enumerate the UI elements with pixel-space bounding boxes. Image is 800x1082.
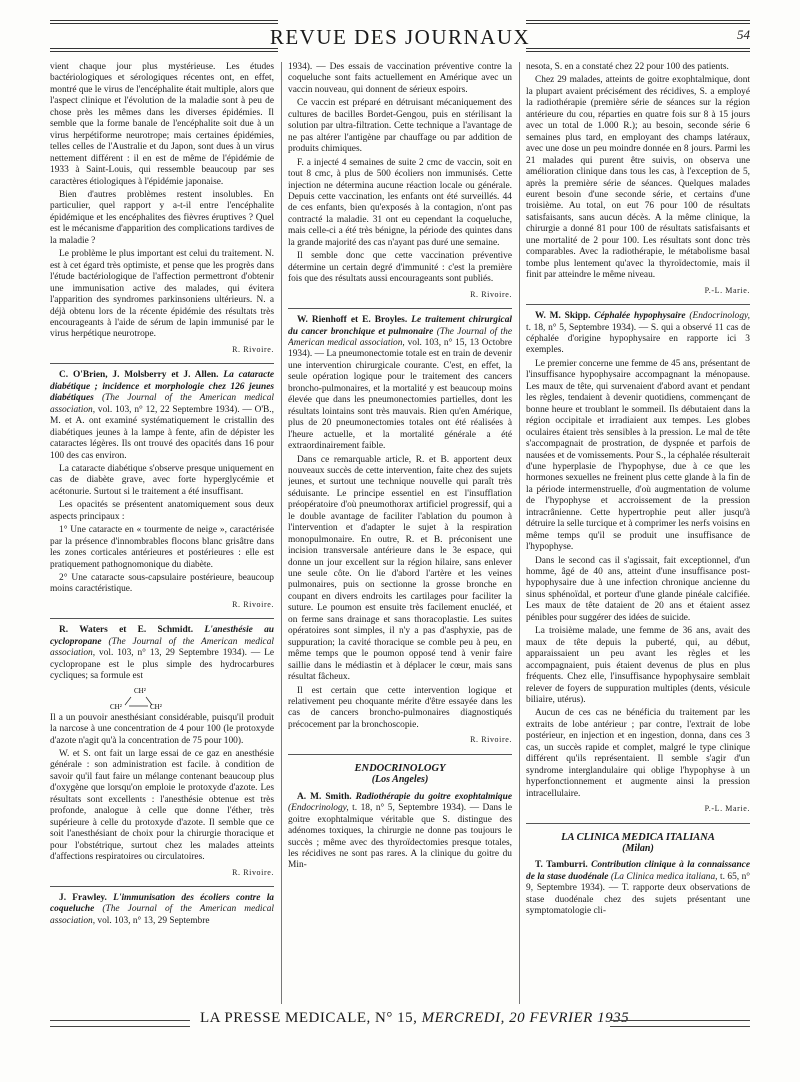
article-title: Radiothérapie du goitre exophtalmique <box>355 791 512 802</box>
article-heading <box>288 315 512 452</box>
section-subheading: (Los Angeles) <box>371 774 429 786</box>
paragraph: Il semble donc que cette vaccination préventive détermine un certain degré d'immunité : c'est la première fois que des résultats aussi encourageants sont publiés. <box>288 251 512 285</box>
page-number: 54 <box>737 27 750 42</box>
article-divider <box>50 363 274 364</box>
section-heading: ENDOCRINOLOGY <box>354 762 446 774</box>
paragraph: Le problème le plus important est celui du traitement. N. est à cet égard très optimiste, et pense que les progrès dans l'étude bactériologique de l'affection permettront d'obtenir une immunisation active des malades, qui évitera l'apparition des syndromes parkinsoniens ultérieurs. N. a déjà obtenu lors de la récente épidémie des résultats très encourageants à l'aide de sérum de lapin immunisé par le virus herpétique neurotrope. <box>50 249 274 340</box>
author-signature: R. Rivoire. <box>232 344 274 354</box>
article-authors: W. Rienhoff et E. Broyles. <box>297 315 408 326</box>
article-heading <box>526 860 750 917</box>
column-divider <box>519 62 520 1004</box>
article-journal: (La Clinica medica italiana, <box>610 871 718 882</box>
paragraph: Le premier concerne une femme de 45 ans, présentant de l'insuffisance hypophysaire accompagnant la ménopause. Les maux de tête, qui survenaient d'abord avant et pendant les règles, tendaient à devenir quotidiens, commençant de bonne heure et troublant le sommeil. Ils débutaient dans la région occipitale et irradiaient aux tempes. Les globes oculaires étaient très sensibles à la pression. Le mal de tête s'accompagnait de prostration, de dyspnée et parfois de nausées et de vomissements. Pour S., la céphalée résulterait d'une hyperplasie de l'hypophyse, due à ce que les hormones sexuelles ne freinent plus cette glande à la fin de la période intermenstruelle, d'où augmentation de volume de l'hypophyse et accroissement de la pression intracrânienne. Cette hypertrophie peut aller jusqu'à détruire la selle turcique et à comprimer les nerfs voisins en même temps qu'il se produit une insuffisance de l'hypophyse. <box>526 358 750 553</box>
column-3 <box>526 62 750 1004</box>
article-reference: vol. 103, n° 13, 29 Septembre <box>97 915 210 926</box>
article-title: Contribution clinique à la connaissance de la stase duodénale <box>526 860 750 882</box>
paragraph: La troisième malade, une femme de 36 ans, avait des maux de tête depuis la puberté, qui, au début, apparaissaient un peu avant les règles et les accompagnaient, puis étaient devenus de plus en plus fréquents. Chez elle, l'insuffisance hypophysaire semblait relever de foyers de suppuration multiples (dents, vésicule biliaire, utérus). <box>526 626 750 706</box>
article-heading <box>288 792 512 872</box>
paragraph: W. et S. ont fait un large essai de ce gaz en anesthésie générale : son administration est facile. à condition de savoir qu'il faut faire un mélange contenant beaucoup plus d'oxygène que lorsqu'on emploie le protoxyde d'azote. Les résultats sont excellents : l'anesthésie obtenue est très profonde, analogue à celle que donne l'éther, très supérieure à celle du protoxyde d'azote. Il semble que ce soit l'anesthésiant de choix pour la chirurgie thoracique et pour l'obstétrique, surtout chez les malades atteints d'affections respiratoires ou circulatoires. <box>50 749 274 863</box>
paragraph: Bien d'autres problèmes restent insolubles. En particulier, quel rapport y a-t-il entre l'encéphalite épidémique et les encéphalites des fièvres éruptives ? Quel est le mécanisme d'apparition des complications tardives de la maladie ? <box>50 189 274 246</box>
article-title: Le traitement chirurgical du cancer bronchique et pulmonaire <box>288 315 512 337</box>
paragraph: 1934). — Des essais de vaccination préventive contre la coqueluche sont faits actuellement en Amérique avec un vaccin nouveau, qui donnent de sérieux espoirs. <box>288 62 512 95</box>
paragraph: Chez 29 malades, atteints de goitre exophtalmique, dont la plupart avaient précisément des récidives, S. a employé la radiothérapie (première série de séances sur la région antérieure du cou, réparties en quatre fois sur 8 à 15 jours avec un total de 1.000 R.); au besoin, seconde série 6 semaines plus tard, en employant des champs latéraux, avec une dose un peu moindre donnée en 8 jours. Parmi les 21 malades qui purent être suivis, on observa une amélioration clinique dans tous les cas, à l'exception de 5, après la première série de séances. Quelques malades eurent besoin d'une seconde série, et certains d'une troisième. Au total, on eut 76 pour 100 de résultats satisfaisants, sans aucun décès. A la même clinique, la chirurgie a donné 81 pour 100 de résultats satisfaisants et une mortalité de 2 pour 100. Les résultats sont donc très comparables. Avec la radiothérapie, le métabolisme basal tombe plus lentement qu'avec la thyroïdectomie, mais il finit par atteindre le même niveau. <box>526 75 750 281</box>
footer-rule <box>50 1020 190 1027</box>
article-journal: (Endocrinology, <box>288 803 349 814</box>
author-signature: P.-L. Marie. <box>704 285 750 295</box>
footer-day: MERCREDI, <box>421 1010 505 1026</box>
paragraph: Il est certain que cette intervention logique et relativement peu choquante mérite d'être essayée dans les cas de cancers broncho-pulmonaires diagnostiqués précocement par la bronchoscopie. <box>288 685 512 730</box>
author-signature: R. Rivoire. <box>470 735 512 745</box>
article-heading <box>50 893 274 927</box>
article-journal: (The Journal of the American medical association, <box>288 326 512 348</box>
article-heading <box>50 625 274 682</box>
paragraph: 1° Une cataracte en « tourmente de neige », caractérisée par la présence d'innombrables flocons blanc grisâtre dans les zones corticales antérieures et postérieures : elle est pratiquement pathognomonique du diabète. <box>50 525 274 570</box>
paragraph: Aucun de ces cas ne bénéficia du traitement par les extraits de lobe antérieur ; par contre, l'extrait de lobe postérieur, en injection et en ingestion, donna, dans ces 3 cas, un succès rapide et complet, malgré le type clinique différent qu'ils représentaient. Il semble s'agir d'un syndrome interglandulaire qui oblige l'hypophyse à un hyperfonctionnement et augmente ainsi la pression intracellulaire. <box>526 708 750 799</box>
column-divider <box>281 62 282 1004</box>
page-title: REVUE DES JOURNAUX <box>269 25 531 49</box>
paragraph: vient chaque jour plus mystérieuse. Les études bactériologiques et sérologiques récentes ont, en effet, montré que le virus de l'encéphalite était multiple, alors que l'aspect clinique et l'évolution de la maladie sont à peu de chose près les mêmes dans les diverses épidémies. Il semble que la forme banale de l'encéphalite soit due à un virus herpétiforme neurotrope; mais certaines épidémies, telles celles de l'Australie et du Japon, sont dues à un virus nettement différent : il en est de même de l'épidémie de 1933 à Saint-Louis, qui ressemble beaucoup par ses caractères étiologiques à l'épidémie japonaise. <box>50 62 274 187</box>
article-divider <box>50 618 274 619</box>
column-1 <box>50 62 274 1004</box>
article-reference: vol. 103, n° 13, 29 Septembre 1934). — Le cyclopropane est le plus simple des hydrocarbures cycliques; sa formule est <box>50 648 274 682</box>
paragraph: Les opacités se présentent anatomiquement sous deux aspects principaux : <box>50 500 274 522</box>
article-reference: vol. 103, n° 12, 22 Septembre 1934). — O'B., M. et A. ont examiné systématiquement le cristallin des diabétiques jeunes à la lampe à fente, afin de dépister les cataractes légères. Ils ont trouvé des opacités dans 16 pour 100 des cas environ. <box>50 404 274 461</box>
article-heading <box>526 311 750 357</box>
article-journal: (The Journal of the American medical association, <box>50 393 274 415</box>
article-divider <box>526 304 750 305</box>
article-authors: C. O'Brien, J. Molsberry et J. Allen. <box>59 370 219 381</box>
formula-atom: CH² <box>150 702 162 711</box>
article-columns <box>50 62 750 1004</box>
article-heading <box>50 370 274 462</box>
author-signature: R. Rivoire. <box>232 599 274 609</box>
footer-imprint <box>200 1010 630 1027</box>
article-title: L'immunisation des écoliers contre la coqueluche <box>50 893 274 915</box>
formula-atom: CH² <box>134 686 146 695</box>
section-heading: LA CLINICA MEDICA ITALIANA <box>561 831 715 843</box>
article-title: L'anesthésie au cyclopropane <box>50 625 274 647</box>
article-divider <box>50 886 274 887</box>
column-2 <box>288 62 512 1004</box>
journal-page <box>50 18 750 1068</box>
paragraph: La cataracte diabétique s'observe presque uniquement en cas de diabète grave, avec forte hyperglycémie et acétonurie. Surtout si le traitement a été insuffisant. <box>50 463 274 497</box>
article-authors: J. Frawley. <box>59 893 107 903</box>
paragraph: Dans le second cas il s'agissait, fait exceptionnel, d'un homme, âgé de 40 ans, atteint d'une insuffisance post-hypophysaire due à une infection chronique ancienne du sinus sphénoïdal, et porteur d'une glande pinéale calcifiée. Les maux de tête dataient de 20 ans et étaient assez pénibles pour suggérer des idées de suicide. <box>526 555 750 623</box>
article-authors: R. Waters et E. Schmidt. <box>59 625 194 636</box>
article-divider <box>288 754 512 755</box>
article-title: La cataracte diabétique ; incidence et morphologie chez 126 jeunes diabétiques <box>50 370 274 404</box>
page-footer <box>50 1010 750 1040</box>
article-authors: W. M. Skipp. <box>535 311 591 322</box>
paragraph: F. a injecté 4 semaines de suite 2 cmc de vaccin, soit en tout 8 cmc, à plus de 500 écoliers non immunisés. Cette injection ne détermina aucune réaction locale ou générale. Depuis cette vaccination, les enfants ont été surveillés. 44 de ces enfants, bien qu'exposés à la contagion, n'ont pas contracté la maladie. 31 ont eu cependant la coqueluche, mais celle-ci a été très bénigne, la période des quintes dans la grande majorité des cas n'ayant pas duré une semaine. <box>288 157 512 248</box>
cyclopropane-formula <box>110 685 170 711</box>
footer-issue: N° 15, <box>375 1010 418 1026</box>
author-signature: R. Rivoire. <box>470 289 512 299</box>
article-reference: vol. 103, n° 15, 13 Octobre 1934). — La pneumonectomie totale est en train de devenir une intervention chirurgicale courante. C'est, en effet, la seule opération logique pour le traitement des cancers broncho-pulmonaires, et la mortalité y est beaucoup moins élevée que dans les pneumonectomies partielles, dont les résultats lointains sont très mauvais. Rien qu'en Amérique, plus de 20 pneumonectomies totales ont été réalisées à l'heure actuelle, et la mortalité générale a été extraordinairement faible. <box>288 337 512 452</box>
author-signature: R. Rivoire. <box>232 867 274 877</box>
formula-atom: CH² <box>110 702 122 711</box>
paragraph: 2° Une cataracte sous-capsulaire postérieure, beaucoup moins caractéristique. <box>50 573 274 595</box>
article-title: Céphalée hypophysaire <box>594 311 686 322</box>
paragraph: Il a un pouvoir anesthésiant considérable, puisqu'il produit la narcose à une concentration de 4 pour 100 (le protoxyde d'azote n'agit qu'à la concentration de 75 pour 100). <box>50 712 274 746</box>
footer-journal: LA PRESSE MEDICALE, <box>200 1010 371 1026</box>
section-subheading: (Milan) <box>622 843 654 854</box>
footer-date: 20 FEVRIER 1935 <box>509 1010 630 1026</box>
author-signature: P.-L. Marie. <box>704 804 750 814</box>
paragraph: Ce vaccin est préparé en détruisant mécaniquement des cultures de bacilles Bordet-Gengou, puis en stérilisant la solution par ultra-filtration. Cette technique a l'avantage de ne pas altérer l'antigène par chauffage ou par addition de produits chimiques. <box>288 98 512 155</box>
article-reference: t. 18, n° 5, Septembre 1934). — S. qui a observé 11 cas de céphalée d'origine hypophysaire en rapporte ici 3 exemples. <box>526 322 750 356</box>
article-journal: (The Journal of the American medical association, <box>50 904 274 926</box>
article-reference: t. 65, n° 9, Septembre 1934). — T. rapporte deux observations de stase duodénale chez des sujets présentant une symptomatologie cli- <box>526 871 750 917</box>
article-authors: A. M. Smith. <box>297 791 352 802</box>
article-divider <box>526 823 750 824</box>
footer-rule <box>610 1020 750 1027</box>
paragraph: Dans ce remarquable article, R. et B. apportent deux nouveaux succès de cette intervention, faite chez des sujets jeunes, et surtout une technique nouvelle qui paraît très séduisante. Le principe essentiel en est l'insufflation préopératoire d'où pneumothorax artificiel progressif, qui a le double avantage de faciliter l'ablation du poumon à l'intervention et d'adapter le sujet à la respiration monopulmonaire. En outre, R. et B. préconisent une incision transversale antérieure dans le 3e espace, qui donne un jour excellent sur la région hilaire, sans enlever une seule côte. On lie d'abord l'artère et les veines pulmonaires, puis on sectionne la grosse bronche en coupant en divers endroits les cartilages pour faciliter la suture. Le poumon est ensuite très facilement enucléé, et on ferme sans drainage et sans thoracoplastie. Les suites opératoires sont simples, il n'y a pas d'asphyxie, pas de suppuration; la cavité thoracique se comble peu à peu, en même temps que le poumon opposé tend à venir faire saillie dans le médiastin et à déplacer le cœur, mais sans résultat fâcheux. <box>288 454 512 683</box>
article-journal: (Endocrinology, <box>689 311 750 322</box>
page-header <box>50 18 750 52</box>
paragraph: nesota, S. en a constaté chez 22 pour 100 des patients. <box>526 62 729 72</box>
article-reference: t. 18, n° 5, Septembre 1934). — Dans le goitre exophtalmique véritable que S. distingue des adénomes toxiques, la chirurgie ne donne pas toujours le succès ; même avec des thyroïdectomies presque totales, les récidives ne sont pas rares. A la clinique du goitre du Min- <box>288 803 512 871</box>
article-authors: T. Tamburri. <box>535 860 588 871</box>
article-divider <box>288 308 512 309</box>
article-journal: (The Journal of the American medical association, <box>50 636 274 659</box>
